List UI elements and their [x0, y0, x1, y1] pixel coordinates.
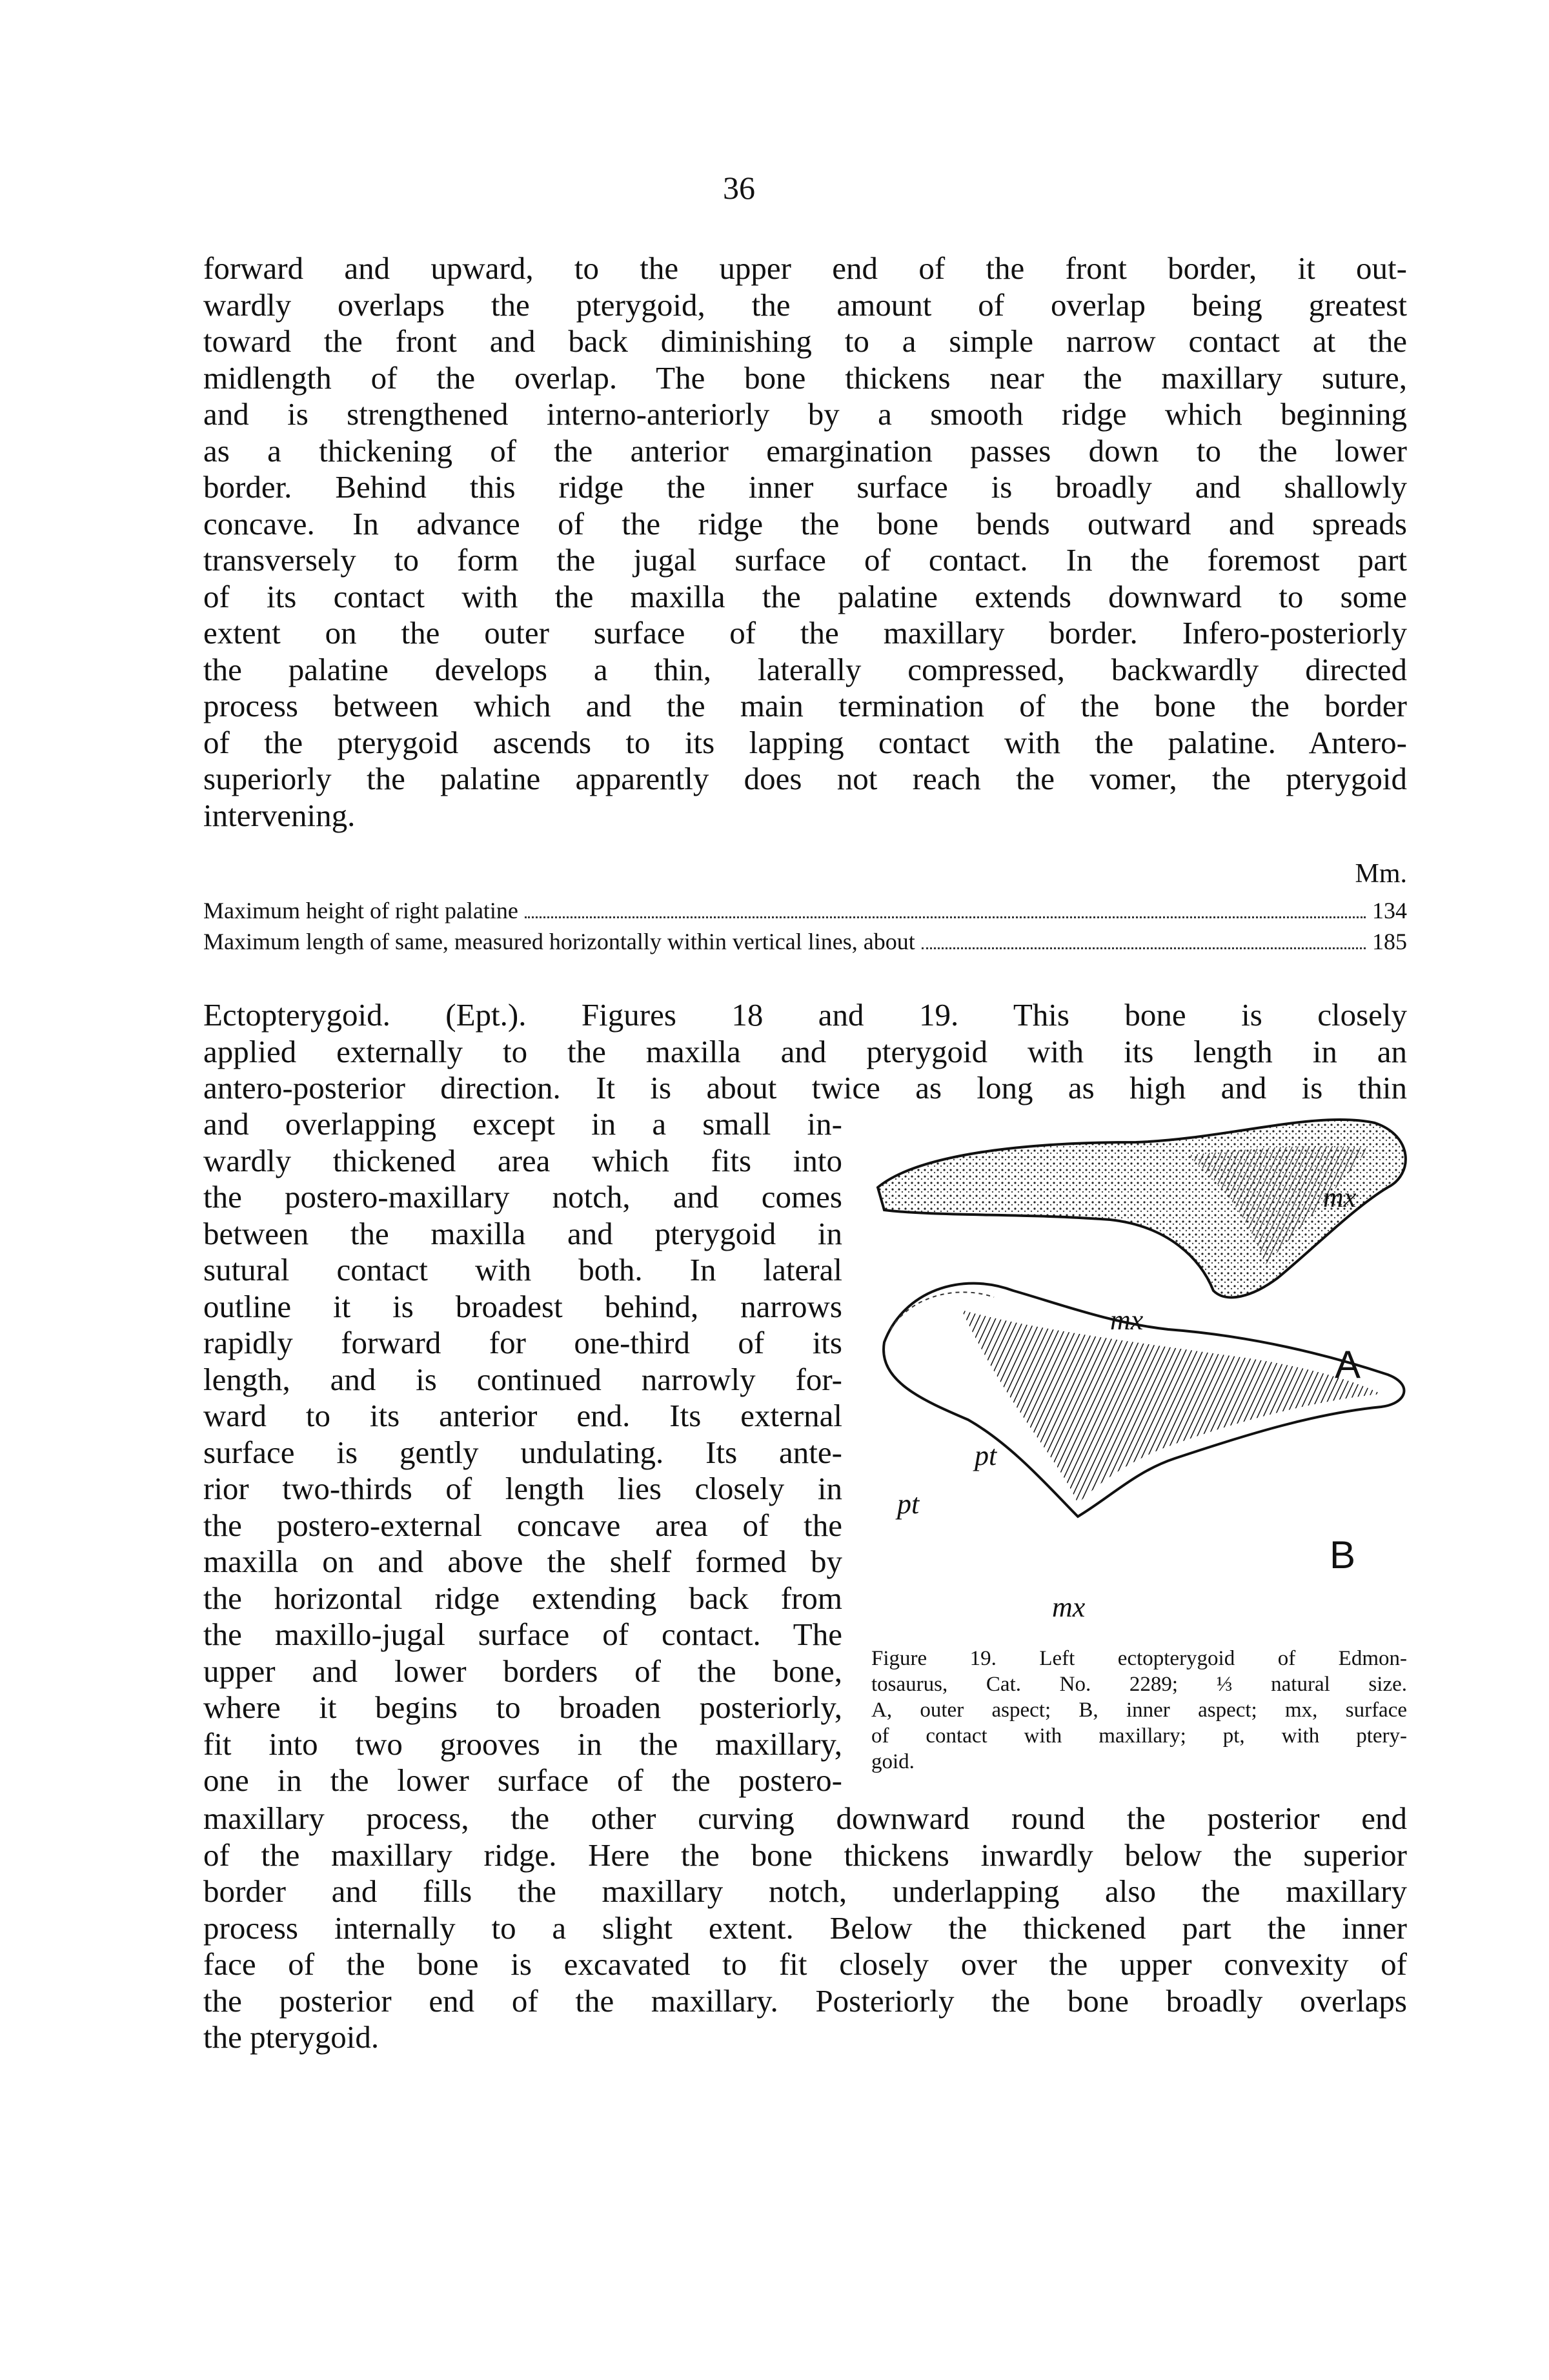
measurement-row — [203, 897, 1407, 925]
text-line: the pterygoid. — [203, 2019, 380, 2055]
text-line: concave. In advance of the ridge the bone bends outward and spreads — [203, 505, 1407, 541]
caption-line: goid. — [871, 1750, 915, 1773]
text-line: toward the front and back diminishing to a simple narrow contact at the — [203, 323, 1407, 359]
measurement-unit-header: Mm. — [1355, 859, 1407, 889]
text-line: process internally to a slight extent. Below the thickened part the inner — [203, 1910, 1407, 1946]
figure-19 — [865, 1097, 1420, 1639]
measurement-label: Maximum length of same, measured horizontally within vertical lines, about — [203, 929, 915, 954]
text-line: between the maxilla and pterygoid in — [203, 1215, 842, 1251]
text-line: ward to its anterior end. Its external — [203, 1398, 842, 1433]
text-line: length, and is continued narrowly for- — [203, 1361, 842, 1397]
text-line: of the maxillary ridge. Here the bone thickens inwardly below the superior — [203, 1837, 1407, 1873]
text-line: rior two-thirds of length lies closely in — [203, 1471, 842, 1506]
text-line: Ectopterygoid. (Ept.). Figures 18 and 19. This bone is closely — [203, 997, 1407, 1033]
text-line: where it begins to broaden posteriorly, — [203, 1689, 842, 1725]
label-pt: pt — [975, 1440, 997, 1471]
text-line: midlength of the overlap. The bone thickens near the maxillary suture, — [203, 359, 1407, 396]
text-line: wardly thickened area which fits into — [203, 1142, 842, 1178]
label-a: A — [1335, 1343, 1361, 1386]
text-line: process between which and the main termination of the bone the border — [203, 688, 1407, 723]
text-line: the horizontal ridge extending back from — [203, 1580, 842, 1616]
text-line: the posterior end of the maxillary. Posteriorly the bone broadly overlaps — [203, 1982, 1407, 2019]
caption-line: tosaurus, Cat. No. 2289; ⅓ natural size. — [871, 1673, 1407, 1696]
label-mx: mx — [1052, 1591, 1086, 1623]
text-line: border. Behind this ridge the inner surface is broadly and shallowly — [203, 469, 1407, 505]
text-line: the maxillo-jugal surface of contact. The — [203, 1617, 842, 1652]
text-line: maxilla on and above the shelf formed by — [203, 1544, 842, 1579]
text-line: surface is gently undulating. Its ante- — [203, 1434, 842, 1470]
label-mx: mx — [1252, 1491, 1286, 1523]
text-line: of the pterygoid ascends to its lapping contact with the palatine. Antero- — [203, 724, 1407, 760]
leader-dots — [922, 947, 1366, 949]
label-b: B — [1330, 1533, 1356, 1577]
text-line: applied externally to the maxilla and pterygoid with its length in an — [203, 1033, 1407, 1069]
measurement-value: 185 — [1372, 929, 1407, 954]
text-line: the postero-external concave area of the — [203, 1507, 842, 1543]
measurement-row — [203, 928, 1407, 956]
text-line: the palatine develops a thin, laterally compressed, backwardly directed — [203, 651, 1407, 687]
text-line: face of the bone is excavated to fit closely over the upper convexity of — [203, 1946, 1407, 1982]
measurement-label: Maximum height of right palatine — [203, 898, 518, 923]
measurement-value: 134 — [1372, 898, 1407, 923]
text-line: and overlapping except in a small in- — [203, 1106, 842, 1142]
text-line: outline it is broadest behind, narrows — [203, 1288, 842, 1324]
text-line: border and fills the maxillary notch, underlapping also the maxillary — [203, 1873, 1407, 1909]
text-line: as a thickening of the anterior emargination passes down to the lower — [203, 432, 1407, 469]
leader-dots — [525, 916, 1366, 918]
paragraph-ectopterygoid-column — [203, 1106, 842, 1799]
caption-line: of contact with maxillary; pt, with ptery- — [871, 1724, 1407, 1748]
specimen-b — [884, 1284, 1404, 1517]
text-line: intervening. — [203, 797, 356, 833]
text-line: transversely to form the jugal surface of contact. In the foremost part — [203, 542, 1407, 578]
text-line: one in the lower surface of the postero- — [203, 1762, 842, 1798]
figure-caption — [871, 1646, 1407, 1775]
text-line: extent on the outer surface of the maxillary border. Infero-posteriorly — [203, 615, 1407, 650]
text-line: upper and lower borders of the bone, — [203, 1653, 842, 1689]
caption-line: A, outer aspect; B, inner aspect; mx, surface — [871, 1699, 1407, 1722]
text-line: antero-posterior direction. It is about twice as long as high and is thin — [203, 1070, 1407, 1105]
text-line: the postero-maxillary notch, and comes — [203, 1179, 842, 1215]
caption-line: Figure 19. Left ectopterygoid of Edmon- — [871, 1647, 1407, 1670]
text-line: and is strengthened interno-anteriorly by a smooth ridge which beginning — [203, 396, 1407, 432]
text-line: fit into two grooves in the maxillary, — [203, 1726, 842, 1762]
text-line: forward and upward, to the upper end of the front border, it out- — [203, 250, 1407, 286]
text-line: superiorly the palatine apparently does not reach the vomer, the pterygoid — [203, 761, 1407, 796]
text-line: maxillary process, the other curving downward round the posterior end — [203, 1800, 1407, 1836]
page-number: 36 — [723, 170, 755, 206]
text-line: sutural contact with both. In lateral — [203, 1252, 842, 1287]
label-pt: pt — [897, 1488, 920, 1520]
paragraph-palatine — [203, 250, 1407, 834]
text-line: wardly overlaps the pterygoid, the amount of overlap being greatest — [203, 287, 1407, 323]
text-line: of its contact with the maxilla the palatine extends downward to some — [203, 578, 1407, 614]
paragraph-ectopterygoid-end — [203, 1800, 1407, 2056]
paragraph-ectopterygoid-intro — [203, 997, 1407, 1107]
label-mx: mx — [1323, 1182, 1357, 1213]
label-mx: mx — [1110, 1304, 1144, 1336]
text-line: rapidly forward for one-third of its — [203, 1325, 842, 1360]
